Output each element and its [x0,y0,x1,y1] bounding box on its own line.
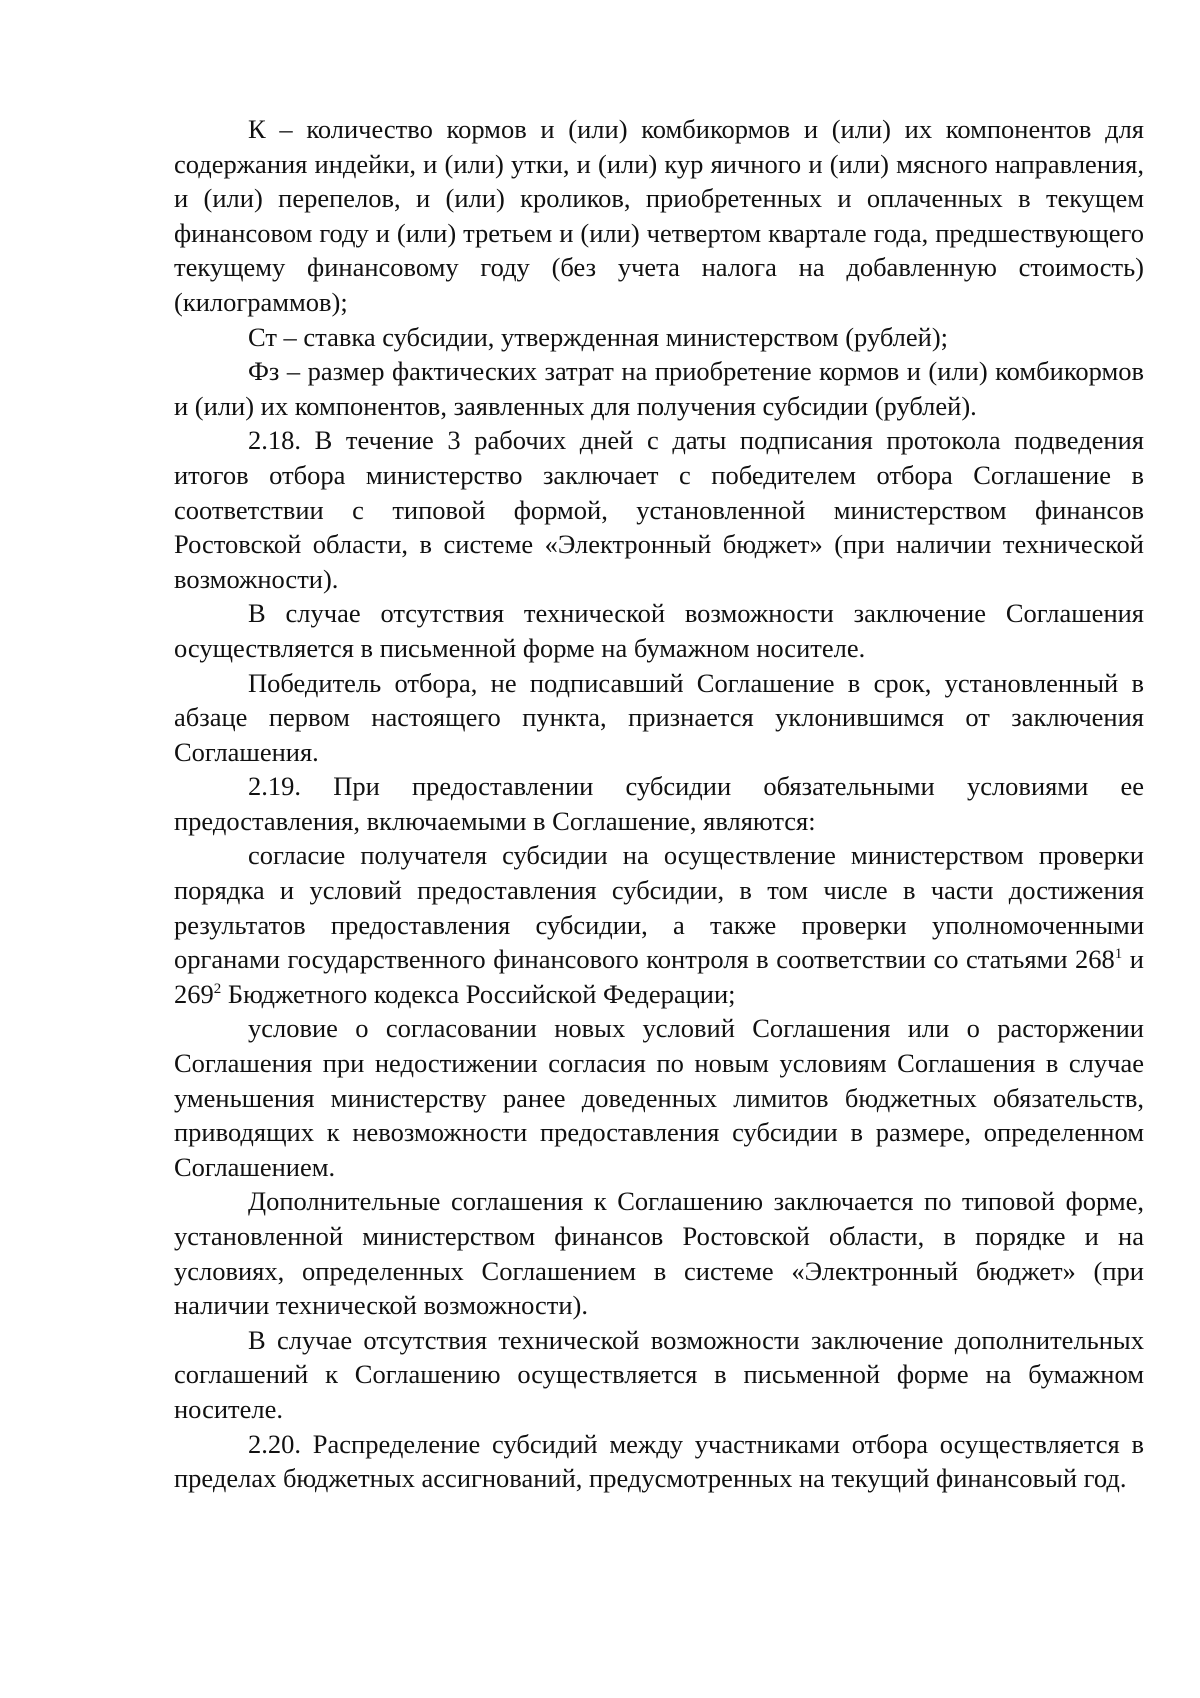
paragraph-no-technical-possibility: В случае отсутствия технической возможности заключение Соглашения осуществляется в письменной форме на бумажном носителе. [174,598,1144,663]
consent-text-end: Бюджетного кодекса Российской Федерации; [221,978,736,1009]
paragraph-new-conditions: условие о согласовании новых условий Соглашения или о расторжении Соглашения при недостижении согласия по новым условиям Соглашения в случае уменьшения министерству ранее доведенных лимитов бюджетных обязательств, приводящих к невозможности предоставления субсидии в размере, определенном Соглашением. [174,1013,1144,1182]
paragraph-winner-evasion: Победитель отбора, не подписавший Соглашение в срок, установленный в абзаце первом настоящего пункта, признается уклонившимся от заключения Соглашения. [174,667,1144,767]
paragraph-additional-paper-form: В случае отсутствия технической возможности заключение дополнительных соглашений к Соглашению осуществляется в письменной форме на бумажном носителе. [174,1324,1144,1424]
paragraph-additional-agreements: Дополнительные соглашения к Соглашению заключается по типовой форме, установленной министерством финансов Ростовской области, в порядке и на условиях, определенных Соглашением в системе «Электронный бюджет» (при наличии технической возможности). [174,1186,1144,1321]
document-page [174,112,1144,1496]
footnote-sup-2: 2 [213,980,222,997]
paragraph-consent-inspection [174,838,1144,1011]
paragraph-2-19: 2.19. При предоставлении субсидии обязательными условиями ее предоставления, включаемыми в Соглашение, являются: [174,771,1144,836]
paragraph-2-18: 2.18. В течение 3 рабочих дней с даты подписания протокола подведения итогов отбора министерство заключает с победителем отбора Соглашение в соответствии с типовой формой, установленной министерством финансов Ростовской области, в системе «Электронный бюджет» (при наличии технической возможности). [174,425,1144,594]
paragraph-fz-definition: Фз – размер фактических затрат на приобретение кормов и (или) комбикормов и (или) их компонентов, заявленных для получения субсидии (рублей). [174,356,1144,421]
consent-text-start: согласие получателя субсидии на осуществление министерством проверки порядка и условий предоставления субсидии, в том числе в части достижения результатов предоставления субсидии, а также проверки уполномоченными органами государственного финансового контроля в соответствии со статьями 268 [174,840,1144,975]
consent-text-middle: и 269 [174,944,1144,1009]
paragraph-2-20: 2.20. Распределение субсидий между участниками отбора осуществляется в пределах бюджетных ассигнований, предусмотренных на текущий финансовый год. [174,1428,1144,1494]
paragraph-st-definition: Ст – ставка субсидии, утвержденная министерством (рублей); [248,321,949,352]
footnote-sup-1: 1 [1114,946,1123,963]
paragraph-k-definition: К – количество кормов и (или) комбикормов и (или) их компонентов для содержания индейки, и (или) утки, и (или) кур яичного и (или) мясного направления, и (или) перепелов, и (или) кроликов, приобретенных и оплаченных в текущем финансовом году и (или) третьем и (или) четвертом квартале года, предшествующего текущему финансовому году (без учета налога на добавленную стоимость) (килограммов); [174,114,1144,317]
